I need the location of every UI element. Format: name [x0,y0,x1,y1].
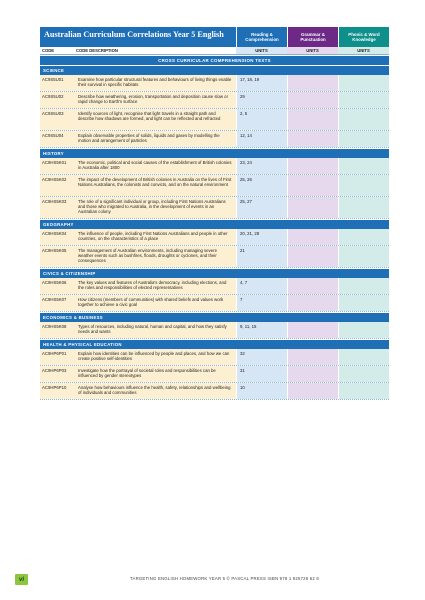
row-units-phonic [338,158,389,174]
row-units-grammar [287,75,338,91]
table-row [40,109,389,131]
table-row [40,229,389,246]
row-units-grammar [287,366,338,382]
row-units-reading: 9, 11, 15 [236,322,287,338]
row-units-grammar [287,229,338,245]
page-number: vi [15,574,28,585]
row-units-reading: 32 [236,349,287,365]
table-header [40,27,389,47]
table-row [40,383,389,400]
table-row [40,322,389,339]
row-description: The economic, political and social causes of the establishment of British colonies in Australia after 1800 [74,158,236,174]
row-description: Explain observable properties of solids, liquids and gases by modelling the motion and arrangement of particles [74,131,236,147]
row-code: AC9S5U03 [40,109,74,130]
row-units-reading: 31 [236,366,287,382]
row-code: AC9HS5K05 [40,246,74,267]
row-units-grammar [287,349,338,365]
row-units-reading: 25, 26 [236,175,287,196]
section-header: HISTORY [40,149,389,158]
row-code: AC9HS5K07 [40,295,74,311]
row-units-phonic [338,295,389,311]
row-units-grammar [287,278,338,294]
row-description: Types of resources, including natural, human and capital, and how they satisfy needs and wants [74,322,236,338]
section-header: SCIENCE [40,66,389,75]
row-description: The role of a significant individual or group, including First Nations Australians and those who migrated to Australia, in the development of events in an Australian colony [74,197,236,218]
category-grammar: Grammar & Punctuation [287,27,338,47]
row-units-reading: 25, 27 [236,197,287,218]
row-code: AC9HS5K08 [40,322,74,338]
table-row [40,131,389,148]
row-units-reading: 12, 14 [236,131,287,147]
row-code: AC9S5U02 [40,92,74,108]
cross-curricular-banner: CROSS CURRICULAR COMPREHENSION TEXTS [40,56,389,65]
row-units-grammar [287,197,338,218]
row-description: Identify sources of light, recognise that light travels in a straight path and describe how shadows are formed, and light can be reflected and refracted [74,109,236,130]
table-row [40,92,389,109]
footer-text: TARGETING ENGLISH HOMEWORK YEAR 5 © PASCAL PRESS ISBN 978 1 925726 62 6 [130,576,319,581]
row-description: The management of Australian environments, including managing severe weather events such as bushfires, floods, droughts or cyclones, and their consequences [74,246,236,267]
row-units-reading: 10 [236,383,287,399]
table-row [40,349,389,366]
section-header: ECONOMICS & BUSINESS [40,313,389,322]
row-units-phonic [338,349,389,365]
row-units-phonic [338,246,389,267]
row-units-reading: 4, 7 [236,278,287,294]
row-code: AC9HS5K01 [40,158,74,174]
row-units-grammar [287,109,338,130]
col-code-header: CODE [40,47,74,55]
table-row [40,197,389,219]
row-units-reading: 20, 21, 28 [236,229,287,245]
row-units-grammar [287,383,338,399]
row-units-phonic [338,366,389,382]
row-units-grammar [287,295,338,311]
row-units-reading: 23, 24 [236,158,287,174]
table-row [40,295,389,312]
row-units-phonic [338,75,389,91]
row-units-reading: 29 [236,92,287,108]
row-code: AC9S5U04 [40,131,74,147]
row-units-phonic [338,175,389,196]
row-description: Explain how identities can be influenced by people and places, and how we can create positive self-identities [74,349,236,365]
row-description: Investigate how the portrayal of societal roles and responsibilities can be influenced by gender stereotypes [74,366,236,382]
section-header: CIVICS & CITIZENSHIP [40,269,389,278]
row-code: AC9S5U01 [40,75,74,91]
page-title: Australian Curriculum Correlations Year 5 English [40,27,236,47]
section-header: HEALTH & PHYSICAL EDUCATION [40,340,389,349]
category-phonic: Phonic & Word Knowledge [338,27,389,47]
row-units-phonic [338,229,389,245]
sections-container [40,66,389,400]
table-row [40,246,389,268]
row-description: Examine how particular structural features and behaviours of living things enable their survival in specific habitats [74,75,236,91]
row-description: How citizens (members of communities) with shared beliefs and values work together to achieve a civic goal [74,295,236,311]
row-description: Analyse how behaviours influence the health, safety, relationships and wellbeing of individuals and communities [74,383,236,399]
col-desc-header: CODE DESCRIPTION [74,47,236,55]
row-code: AC9HP6P03 [40,366,74,382]
row-units-reading: 21 [236,246,287,267]
row-units-phonic [338,197,389,218]
row-units-grammar [287,322,338,338]
category-reading: Reading & Comprehension [236,27,287,47]
row-code: AC9HS5K02 [40,175,74,196]
row-code: AC9HP6P01 [40,349,74,365]
table-row [40,175,389,197]
correlations-table [40,27,389,400]
row-units-phonic [338,278,389,294]
row-units-phonic [338,92,389,108]
row-units-phonic [338,109,389,130]
row-code: AC9HP6P10 [40,383,74,399]
row-units-grammar [287,92,338,108]
units-header-grammar: UNITS [287,47,338,55]
row-code: AC9HS5K04 [40,229,74,245]
table-row [40,278,389,295]
row-units-reading: 2, 5 [236,109,287,130]
row-description: The influence of people, including First Nations Australians and people in other countries, on the characteristics of a place [74,229,236,245]
row-units-phonic [338,322,389,338]
row-units-grammar [287,246,338,267]
row-units-grammar [287,158,338,174]
row-description: The key values and features of Australia's democracy, including elections, and the roles and responsibilities of elected representatives [74,278,236,294]
row-description: The impact of the development of British colonies in Australia on the lives of First Nations Australians, the colonists and convicts, and on the natural environment [74,175,236,196]
units-header-phonic: UNITS [338,47,389,55]
table-row [40,158,389,175]
table-row [40,366,389,383]
row-code: AC9HS5K06 [40,278,74,294]
row-description: Describe how weathering, erosion, transportation and deposition cause slow or rapid change to Earth's surface [74,92,236,108]
row-units-reading: 7 [236,295,287,311]
row-units-grammar [287,131,338,147]
table-row [40,75,389,92]
row-units-grammar [287,175,338,196]
section-header: GEOGRAPHY [40,220,389,229]
row-units-reading: 17, 18, 19 [236,75,287,91]
row-units-phonic [338,383,389,399]
column-headers [40,47,389,55]
row-code: AC9HS5K03 [40,197,74,218]
row-units-phonic [338,131,389,147]
units-header-reading: UNITS [236,47,287,55]
